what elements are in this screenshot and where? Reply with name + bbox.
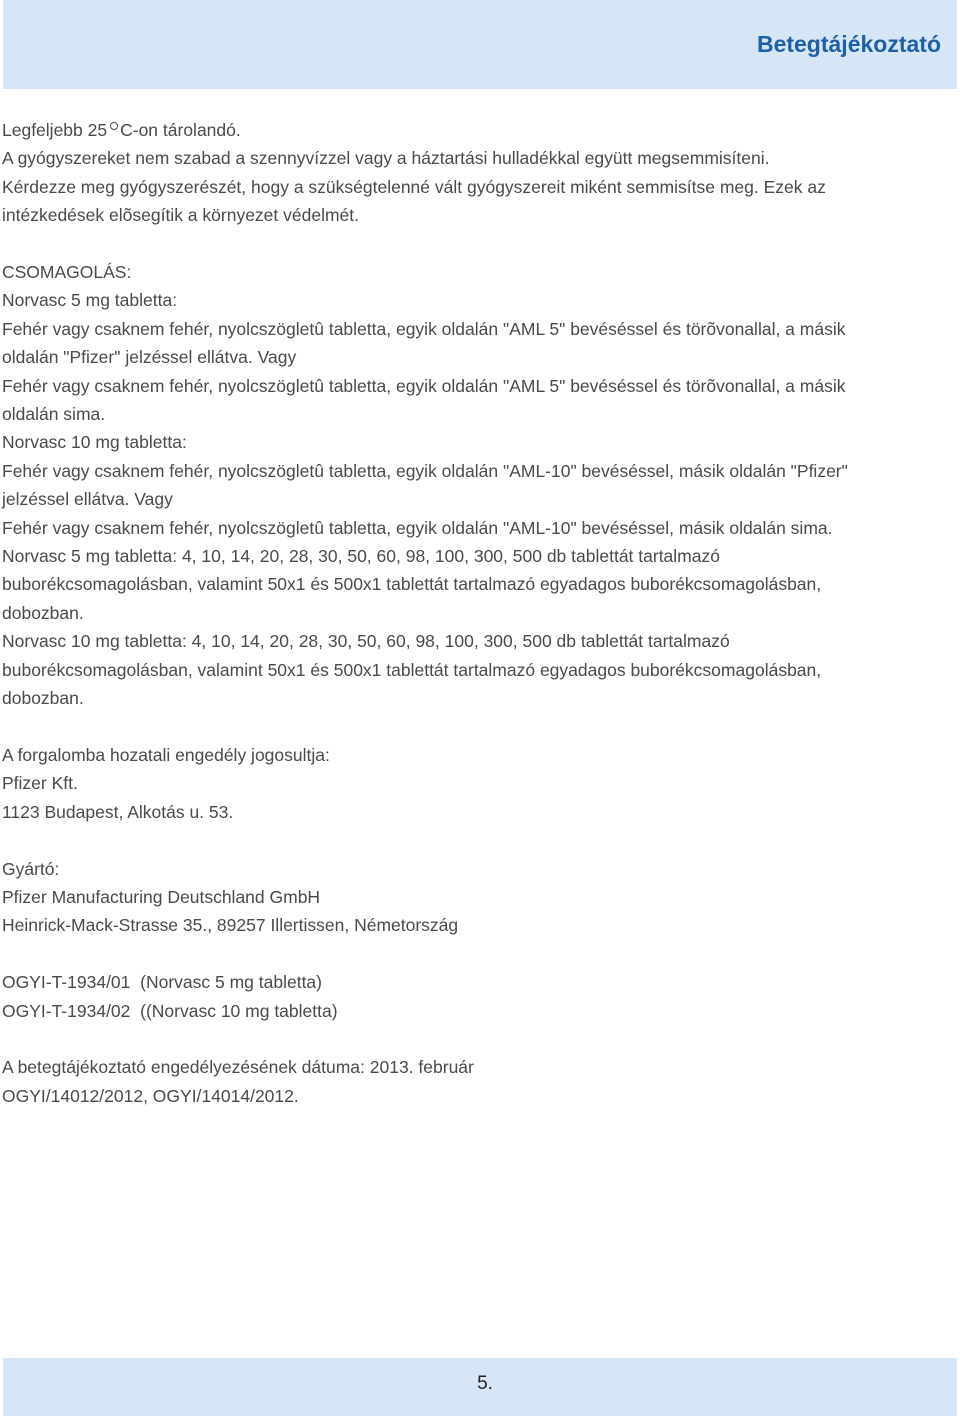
degree-icon [110, 122, 118, 130]
packaging-line: Norvasc 5 mg tabletta: 4, 10, 14, 20, 28, 30, 50, 60, 98, 100, 300, 500 db tablettát tartalmazó [2, 546, 720, 567]
spacer [2, 230, 937, 258]
packaging-line: oldalán "Pfizer" jelzéssel ellátva. Vagy [2, 347, 297, 368]
storage-section [2, 116, 937, 230]
spacer [2, 826, 937, 854]
manufacturer-heading: Gyártó: [2, 858, 60, 879]
page-number: 5. [477, 1373, 493, 1394]
disposal-line: A gyógyszereket nem szabad a szennyvízzel vagy a háztartási hulladékkal együtt megsemmisíteni. [2, 148, 770, 169]
packaging-line: dobozban. [2, 688, 84, 709]
holder-address: 1123 Budapest, Alkotás u. 53. [2, 801, 234, 822]
holder-section [2, 741, 937, 826]
storage-temperature [2, 116, 937, 144]
spacer [2, 940, 937, 968]
packaging-section [2, 258, 937, 713]
packaging-line: Norvasc 10 mg tabletta: 4, 10, 14, 20, 28, 30, 50, 60, 98, 100, 300, 500 db tablettát tartalmazó [2, 631, 730, 652]
spacer [2, 713, 937, 741]
packaging-line: Fehér vagy csaknem fehér, nyolcszögletû tabletta, egyik oldalán "AML 5" bevéséssel és törõvonallal, a másik [2, 375, 846, 396]
disposal-line: Kérdezze meg gyógyszerészét, hogy a szükségtelenné vált gyógyszereit miként semmisítse meg. Ezek az [2, 176, 826, 197]
approval-reference: OGYI/14012/2012, OGYI/14014/2012. [2, 1085, 299, 1106]
document-body [2, 116, 937, 1110]
storage-temp-suffix: C-on tárolandó. [120, 120, 241, 140]
packaging-line: jelzéssel ellátva. Vagy [2, 489, 173, 510]
manufacturer-name: Pfizer Manufacturing Deutschland GmbH [2, 886, 321, 907]
packaging-line: dobozban. [2, 602, 84, 623]
document-title: Betegtájékoztató [756, 31, 941, 57]
page-footer [3, 1358, 957, 1416]
registration-section [2, 968, 937, 1025]
packaging-line: Fehér vagy csaknem fehér, nyolcszögletû tabletta, egyik oldalán "AML-10" bevéséssel, másik oldalán "Pfizer" [2, 460, 848, 481]
disposal-line: intézkedések elõsegítik a környezet védelmét. [2, 205, 359, 226]
packaging-line: Norvasc 5 mg tabletta: [2, 290, 178, 311]
packaging-line: Norvasc 10 mg tabletta: [2, 432, 187, 453]
page-header [3, 0, 957, 89]
spacer [2, 1025, 937, 1053]
packaging-heading: CSOMAGOLÁS: [2, 262, 132, 283]
packaging-line: buborékcsomagolásban, valamint 50x1 és 500x1 tablettát tartalmazó egyadagos buborékcsomagolásban, [2, 659, 822, 680]
holder-name: Pfizer Kft. [2, 773, 78, 794]
packaging-line: oldalán sima. [2, 404, 106, 425]
packaging-line: buborékcsomagolásban, valamint 50x1 és 500x1 tablettát tartalmazó egyadagos buborékcsomagolásban, [2, 574, 822, 595]
registration-number: OGYI-T-1934/01 (Norvasc 5 mg tabletta) [2, 972, 322, 993]
manufacturer-section [2, 855, 937, 940]
holder-heading: A forgalomba hozatali engedély jogosultja: [2, 744, 330, 765]
registration-number: OGYI-T-1934/02 ((Norvasc 10 mg tabletta) [2, 1000, 338, 1021]
packaging-line: Fehér vagy csaknem fehér, nyolcszögletû tabletta, egyik oldalán "AML-10" bevéséssel, másik oldalán sima. [2, 517, 833, 538]
storage-temp-prefix: Legfeljebb 25 [2, 120, 108, 140]
approval-section [2, 1053, 937, 1110]
manufacturer-address: Heinrick-Mack-Strasse 35., 89257 Illertissen, Németország [2, 915, 459, 936]
approval-date: A betegtájékoztató engedélyezésének dátuma: 2013. február [2, 1057, 474, 1078]
packaging-line: Fehér vagy csaknem fehér, nyolcszögletû tabletta, egyik oldalán "AML 5" bevéséssel és törõvonallal, a másik [2, 318, 846, 339]
